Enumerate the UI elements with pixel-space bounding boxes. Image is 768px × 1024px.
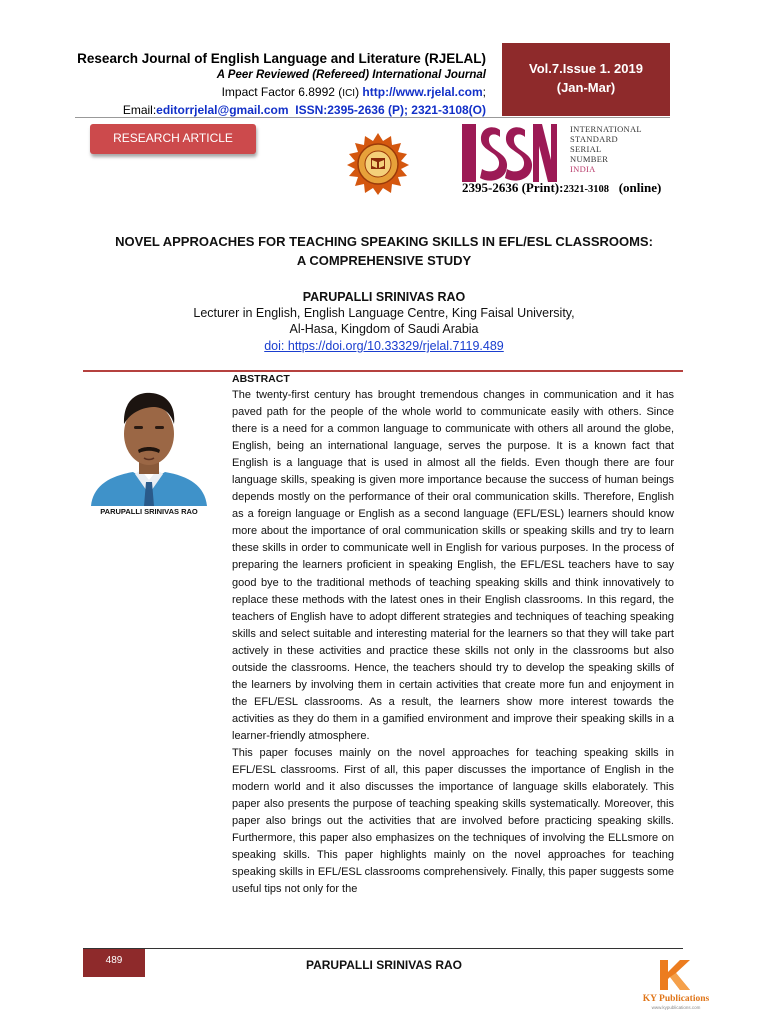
issn-numbers [462,180,661,196]
volume-period: (Jan-Mar) [556,80,616,95]
email-link[interactable]: editorrjelal@gmail.com [156,103,289,117]
affiliation-line: Lecturer in English, English Language Centre, King Faisal University, [193,306,575,320]
issn-text-line: INDIA [570,164,596,174]
research-article-badge: RESEARCH ARTICLE [90,124,256,154]
issn-text-line: NUMBER [570,154,609,164]
publisher-url: www.kypublications.com [651,1005,701,1010]
volume-issue: Vol.7.Issue 1. 2019 [529,61,643,76]
abstract-paragraph: The twenty-first century has brought tremendous changes in communication and it has paved path for the people of the whole world to communicate easily with others. Since there is a need for a common language to communicate with others all around the globe, English, being an international language, serves the purpose. It is a known fact that English is a language that is used in almost all the fields. Even though there are four language skills, speaking is given more importance because the success of human beings depends mostly on the performance of their oral communication skills. Therefore, English as a foreign language or English as a second language (EFL/ESL) learners should know more about the importance of oral communication skills or speaking skills and try to learn these skills in order to communicate well in English for various purposes. In the process of preparing the learners proficient in speaking English, the EFL/ESL teachers have to say good bye to the traditional methods of teaching speaking skills and think innovatively to replace these methods with the latest ones in their English classrooms. In this regard, the teachers of English have to adopt different strategies and techniques of teaching speaking skills and select suitable and interesting material for the learners so that they will take part actively in these activities and practice these skills not only in the classrooms but also outside the classrooms. Hence, the teachers should try to develop the speaking skills of the learners by involving them in certain activities that create more fun and enjoyment in the EFL/ESL classrooms. As a result, the learners show more interest towards the activities as they do them in a gamified environment and improve their speaking skills in a learner-friendly atmosphere. [232,389,674,742]
author-affiliation [0,305,768,337]
issn-logo-icon [462,124,557,182]
issn-line: ISSN:2395-2636 (P); 2321-3108(O) [295,103,486,117]
volume-box [502,43,670,116]
journal-seal-icon [346,132,410,196]
section-divider [83,370,683,372]
author-name: PARUPALLI SRINIVAS RAO [302,290,466,304]
publisher-name: KY Publications [642,994,710,1004]
abstract-heading: ABSTRACT [232,373,290,385]
article-title-line: NOVEL APPROACHES FOR TEACHING SPEAKING SKILLS IN EFL/ESL CLASSROOMS: [115,234,653,249]
website-link[interactable]: http://www.rjelal.com [362,85,483,99]
header-divider [75,117,670,118]
issn-logo-text [570,124,642,174]
issn-online-label: (online) [618,180,662,195]
journal-header [66,50,486,119]
page-number: 489 [83,949,145,977]
journal-title: Research Journal of English Language and Literature (RJELAL) [77,51,486,66]
impact-suffix: ) [355,85,363,99]
photo-caption: PARUPALLI SRINIVAS RAO [100,507,198,516]
abstract-body [232,387,674,917]
ky-publications-logo-icon [656,958,692,992]
author-photo [83,382,215,506]
article-title [75,232,693,270]
issn-text-line: STANDARD [570,134,619,144]
doi-link[interactable]: doi: https://doi.org/10.33329/rjelal.7119.489 [264,339,504,353]
article-title-line: A COMPREHENSIVE STUDY [296,253,472,268]
website-suffix: ; [482,85,486,99]
issn-online-number: 2321-3108 [563,184,609,195]
email-label: Email: [122,103,157,117]
issn-print: 2395-2636 (Print): [462,180,564,195]
issn-text-line: SERIAL [570,144,602,154]
impact-ici: ICI [342,88,356,99]
affiliation-line: Al-Hasa, Kingdom of Saudi Arabia [289,322,479,336]
issn-text-line: INTERNATIONAL [570,124,642,134]
impact-factor: Impact Factor 6.8992 ( [221,85,343,99]
abstract-paragraph: This paper focuses mainly on the novel approaches for teaching speaking skills in EFL/ESL classrooms. First of all, this paper discusses the importance of English in the modern world and it also discusses the importance of language skills elaborately. This paper also presents the purpose of teaching speaking skills systematically. Moreover, this paper also brings out the activities that are involved before practicing speaking skills. Furthermore, this paper also emphasizes on the techniques of involving the ELLsmore on speaking skills. This paper highlights mainly on the novel approaches for teaching speaking skills in EFL/ESL classrooms comprehensively. Finally, this paper suggests some useful tips not only for the [232,746,674,896]
impact-factor-line [66,84,486,102]
journal-subtitle: A Peer Reviewed (Refereed) International Journal [216,69,486,81]
footer-divider [83,948,683,949]
footer-author: PARUPALLI SRINIVAS RAO [305,958,462,972]
